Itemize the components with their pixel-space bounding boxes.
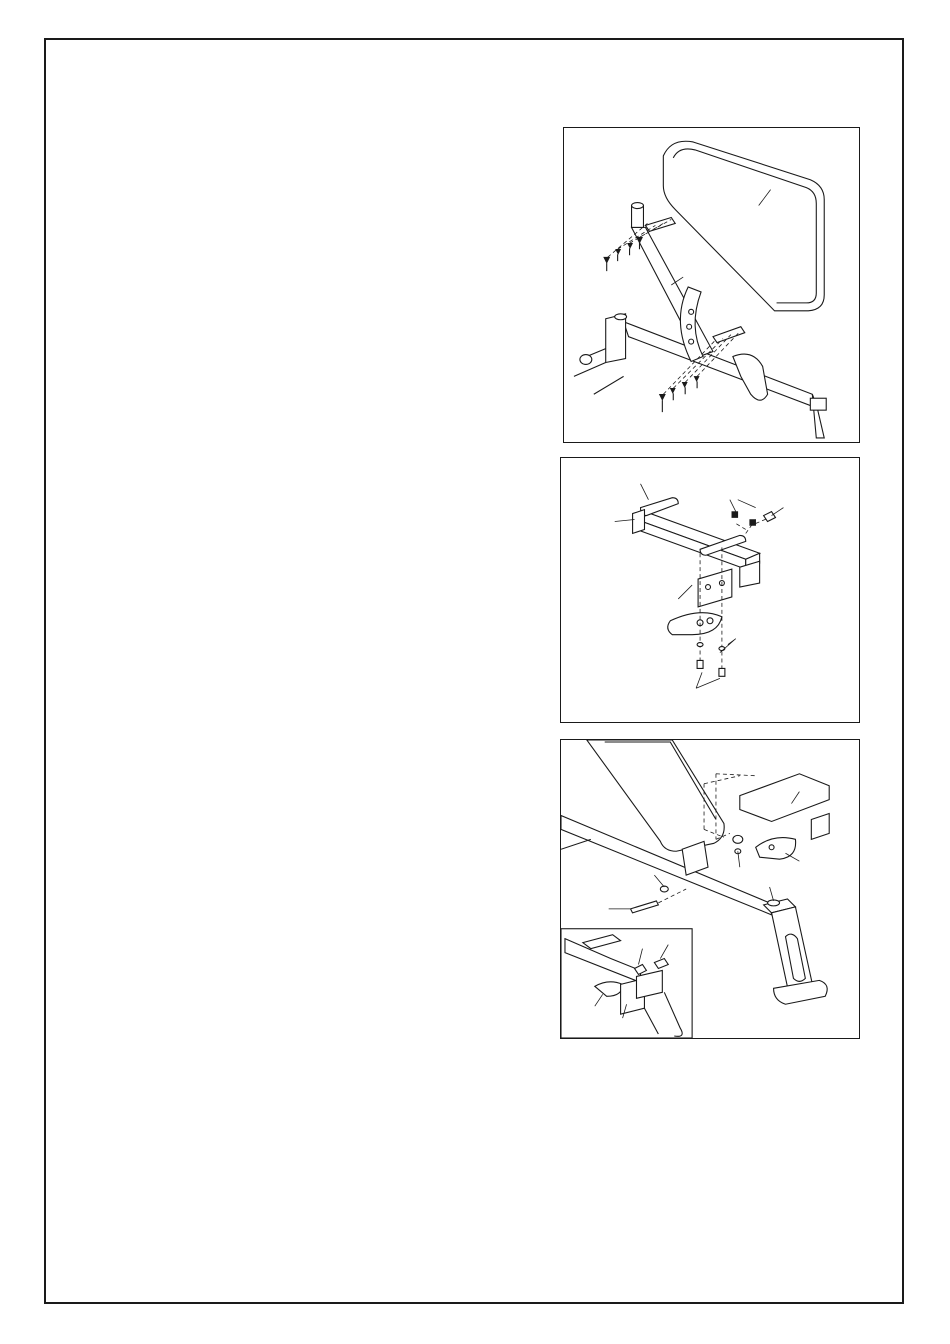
callout-leader [654,875,664,887]
seat-assembly-drawing [564,128,859,442]
detail-inset [561,929,692,1038]
front-rail [561,839,591,849]
bracket-body [698,569,732,607]
callout-leader [770,887,774,901]
callout-leader [641,484,649,500]
curved-plate [668,613,722,635]
callout-leader [615,520,635,522]
pivot-tube-cap [632,203,644,209]
lower-bracket [713,327,745,343]
nuts [732,512,756,526]
frame-attachment-figure [560,739,860,1039]
left-plate [641,498,679,516]
exploded-crossbar [740,774,829,822]
callout-leader [678,585,692,599]
nut [733,835,743,843]
adjust-hole [689,309,694,314]
adjust-hole [689,339,694,344]
curved-plate-hole [707,618,713,624]
long-bolt [631,901,659,913]
bracket-assembly-figure [560,457,860,723]
exploded-tube-end [811,814,829,840]
alignment-lines [700,547,722,674]
washer [697,643,703,647]
frame-attachment-drawing [561,740,859,1038]
foot-roller [580,355,592,365]
adjust-hole [687,324,692,329]
bracket-hole [706,585,711,590]
rail-end-cap [810,398,826,410]
front-post-cap [615,314,627,320]
callout-leader [696,672,720,688]
seat-assembly-figure [563,127,860,443]
bracket-assembly-drawing [561,458,859,722]
front-post [606,314,626,363]
plate-hole [769,845,774,850]
bolt-head [764,512,776,522]
rear-foot [774,980,828,1004]
end-cap [633,510,645,534]
